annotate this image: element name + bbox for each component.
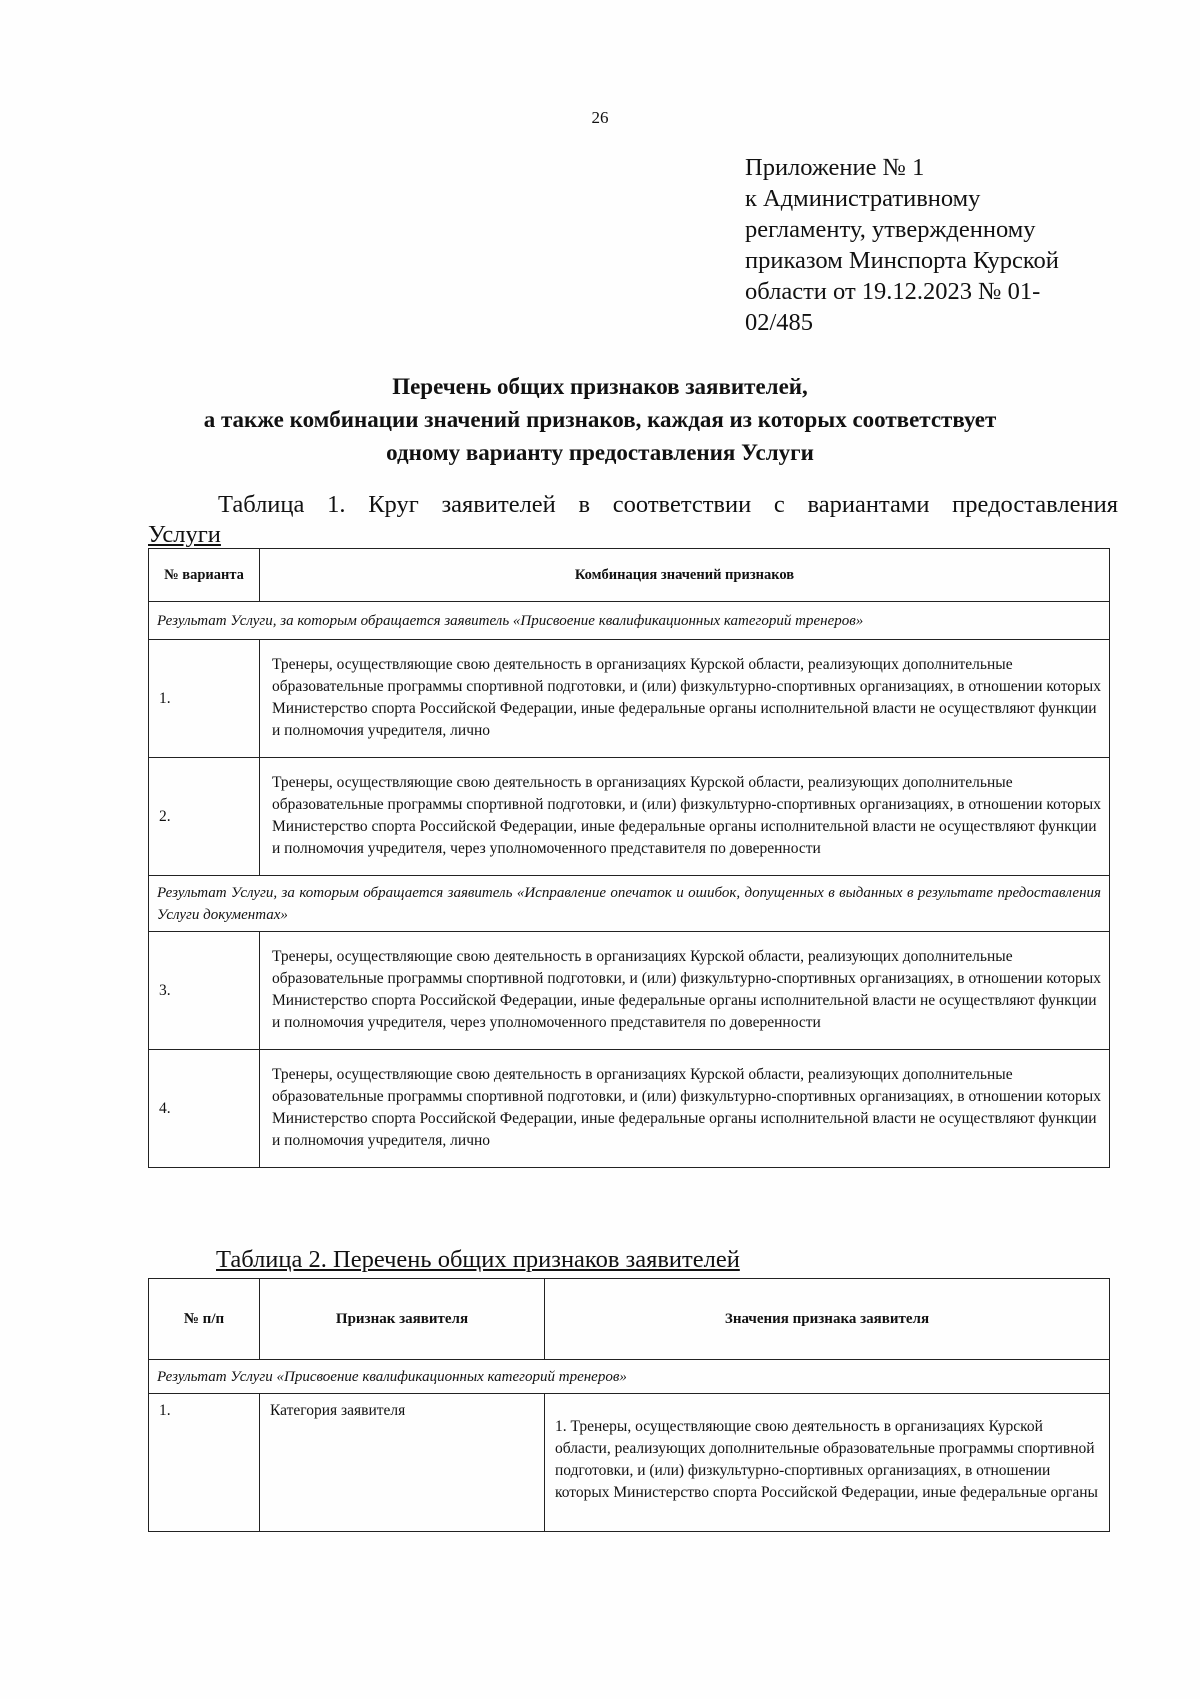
table2-group-row [149, 1360, 1110, 1394]
table-row [149, 640, 1110, 758]
variant-description: Тренеры, осуществляющие свою деятельность в организациях Курской области, реализующих дополнительные образовательные программы спортивной подготовки, и (или) физкультурно-спортивных организациях, в отношении которых Министерство спорта Российской Федерации, иные федеральные органы исполнительной власти не осуществляют функции и полномочия учредителя, лично [260, 1050, 1110, 1168]
table1-header-row [149, 549, 1110, 602]
variant-number: 3. [149, 932, 260, 1050]
document-heading [100, 370, 1100, 469]
heading-line: одному варианту предоставления Услуги [386, 440, 814, 465]
variant-number: 2. [149, 758, 260, 876]
table-row [149, 758, 1110, 876]
variant-description: Тренеры, осуществляющие свою деятельность в организациях Курской области, реализующих дополнительные образовательные программы спортивной подготовки, и (или) физкультурно-спортивных организациях, в отношении которых Министерство спорта Российской Федерации, иные федеральные органы исполнительной власти не осуществляют функции и полномочия учредителя, лично [260, 640, 1110, 758]
appendix-line: 02/485 [745, 309, 814, 336]
table1-group-title: Результат Услуги, за которым обращается заявитель «Присвоение квалификационных категорий тренеров» [149, 602, 1110, 640]
table1-group-title: Результат Услуги, за которым обращается заявитель «Исправление опечаток и ошибок, допущенных в выданных в результате предоставления Услуги документах» [149, 876, 1110, 932]
table2-header-feature: Признак заявителя [260, 1279, 545, 1360]
page-number: 26 [591, 108, 609, 127]
feature-name: Категория заявителя [260, 1394, 545, 1532]
table2 [148, 1278, 1110, 1532]
table1-caption [148, 490, 1118, 550]
feature-number: 1. [149, 1394, 260, 1532]
table1-header-variant: № варианта [149, 549, 260, 602]
variant-number: 4. [149, 1050, 260, 1168]
table2-header-number: № п/п [149, 1279, 260, 1360]
table-row [149, 1050, 1110, 1168]
appendix-line: регламенту, утвержденному [745, 216, 1036, 243]
table2-caption [216, 1246, 740, 1274]
table2-header-values: Значения признака заявителя [545, 1279, 1110, 1360]
heading-line: а также комбинации значений признаков, каждая из которых соответствует [203, 407, 997, 432]
table2-group-title: Результат Услуги «Присвоение квалификационных категорий тренеров» [149, 1360, 1110, 1394]
appendix-line: к Административному [745, 185, 981, 212]
feature-values: 1. Тренеры, осуществляющие свою деятельность в организациях Курской области, реализующих дополнительные образовательные программы спортивной подготовки, и (или) физкультурно-спортивных организациях, в отношении которых Министерство спорта Российской Федерации, иные федеральные органы [545, 1394, 1110, 1532]
table1-header-combination: Комбинация значений признаков [260, 549, 1110, 602]
table1-caption-line1: Таблица 1. Круг заявителей в соответствии с вариантами предоставления [218, 491, 1118, 518]
table-row [149, 1394, 1110, 1532]
appendix-note [745, 152, 1105, 338]
variant-description: Тренеры, осуществляющие свою деятельность в организациях Курской области, реализующих дополнительные образовательные программы спортивной подготовки, и (или) физкультурно-спортивных организациях, в отношении которых Министерство спорта Российской Федерации, иные федеральные органы исполнительной власти не осуществляют функции и полномочия учредителя, через уполномоченного представителя по доверенности [260, 932, 1110, 1050]
table1-group-row [149, 602, 1110, 640]
table1-group-row [149, 876, 1110, 932]
appendix-line: области от 19.12.2023 № 01- [745, 278, 1041, 305]
appendix-line: приказом Минспорта Курской [745, 247, 1059, 274]
table1-caption-line2: Услуги [148, 521, 221, 548]
heading-line: Перечень общих признаков заявителей, [392, 374, 808, 399]
table2-header-row [149, 1279, 1110, 1360]
variant-number: 1. [149, 640, 260, 758]
table-row [149, 932, 1110, 1050]
table1 [148, 548, 1110, 1168]
appendix-line: Приложение № 1 [745, 154, 925, 181]
variant-description: Тренеры, осуществляющие свою деятельность в организациях Курской области, реализующих дополнительные образовательные программы спортивной подготовки, и (или) физкультурно-спортивных организациях, в отношении которых Министерство спорта Российской Федерации, иные федеральные органы исполнительной власти не осуществляют функции и полномочия учредителя, через уполномоченного представителя по доверенности [260, 758, 1110, 876]
table2-caption-text: Таблица 2. Перечень общих признаков заявителей [216, 1246, 740, 1273]
